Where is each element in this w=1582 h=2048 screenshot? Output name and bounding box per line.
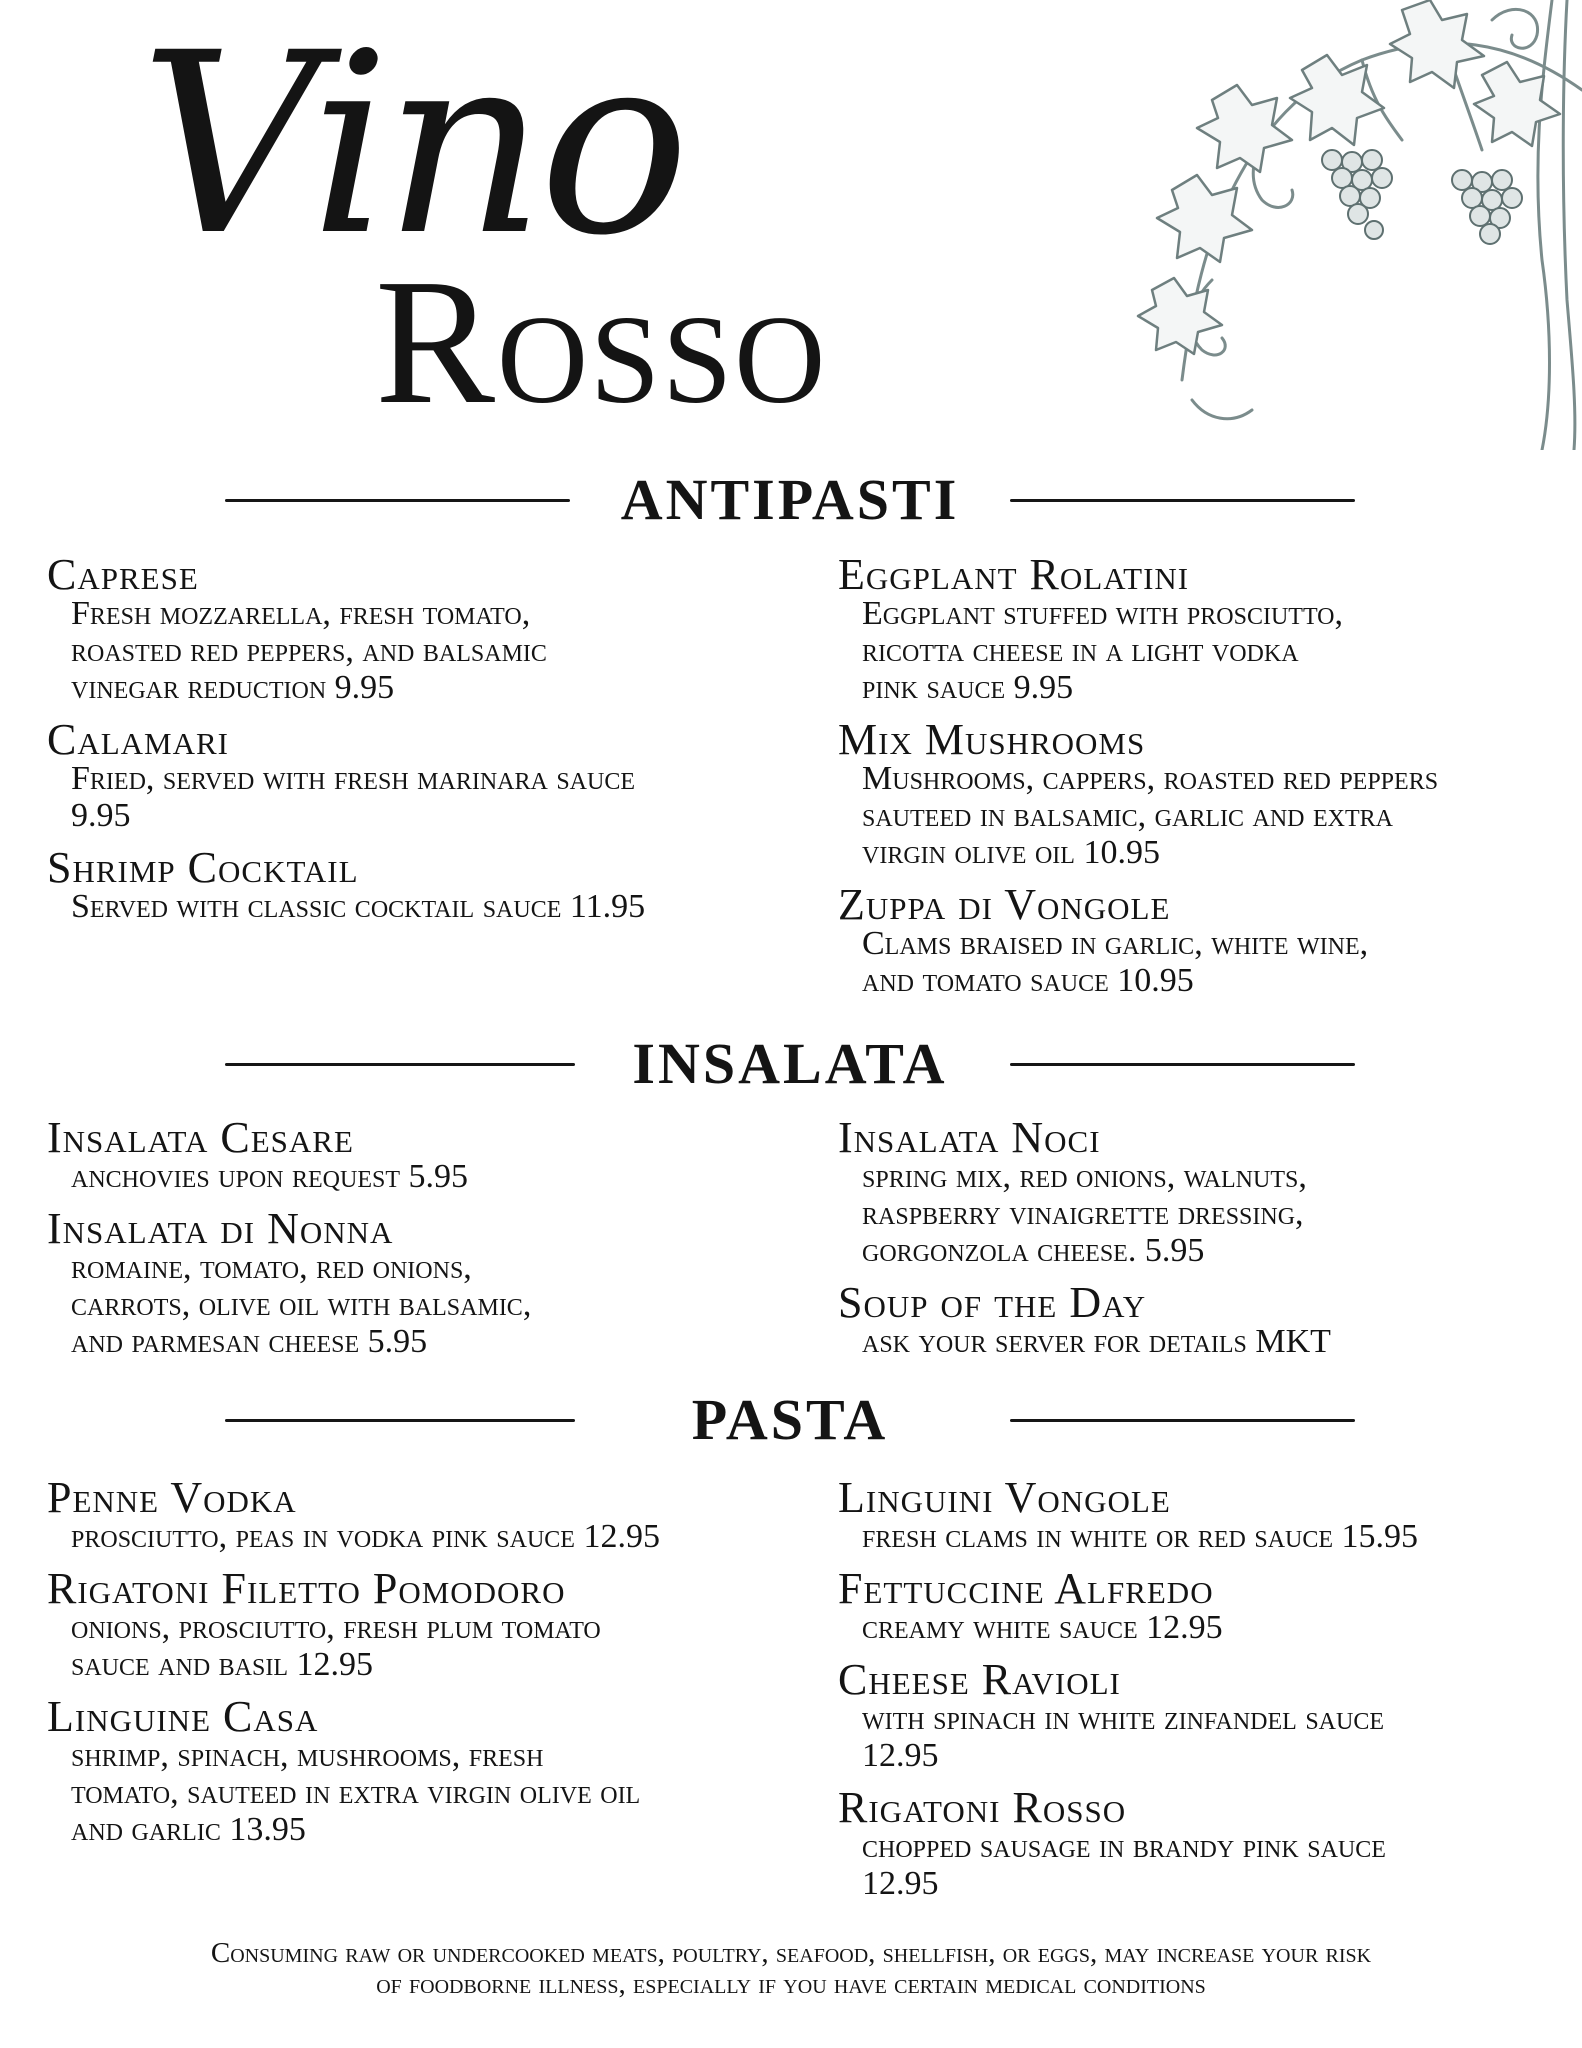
menu-item-name: Linguine Casa xyxy=(47,1692,319,1741)
menu-item xyxy=(838,1783,1578,1902)
menu-item xyxy=(838,715,1578,871)
menu-item xyxy=(838,1473,1578,1555)
pasta-left-column xyxy=(47,1473,787,1862)
menu-item-description: spring mix, red onions, walnuts, raspberry vinaigrette dressing, gorgonzola cheese. 5.95 xyxy=(862,1158,1307,1269)
menu-item xyxy=(47,715,787,834)
menu-item xyxy=(47,843,787,925)
menu-item-description: chopped sausage in brandy pink sauce 12.95 xyxy=(862,1828,1386,1902)
menu-item-description: Clams braised in garlic, white wine, and tomato sauce 10.95 xyxy=(862,925,1369,999)
menu-item-description: onions, prosciutto, fresh plum tomato sauce and basil 12.95 xyxy=(71,1609,601,1683)
health-disclaimer: Consuming raw or undercooked meats, poultry, seafood, shellfish, or eggs, may increase your risk of foodborne illness, especially if you have certain medical conditions xyxy=(210,1937,1372,2000)
menu-item xyxy=(47,1473,787,1555)
menu-item xyxy=(47,550,787,706)
menu-item-description: Fresh mozzarella, fresh tomato, roasted red peppers, and balsamic vinegar reduction 9.95 xyxy=(71,595,547,706)
menu-item-description: Served with classic cocktail sauce 11.95 xyxy=(71,888,646,925)
divider-rule xyxy=(1010,1063,1355,1066)
menu-item xyxy=(47,1564,787,1683)
menu-item-name: Caprese xyxy=(47,550,199,599)
menu-item xyxy=(47,1692,787,1848)
divider-rule xyxy=(1010,1419,1355,1422)
insalata-right-column xyxy=(838,1113,1578,1374)
menu-item-description: creamy white sauce 12.95 xyxy=(862,1609,1223,1646)
menu-item-description: anchovies upon request 5.95 xyxy=(71,1158,469,1195)
section-header-pasta xyxy=(225,1387,1355,1452)
section-title: ANTIPASTI xyxy=(620,467,960,532)
menu-item-name: Insalata Cesare xyxy=(47,1113,354,1162)
menu-item-description: ask your server for details MKT xyxy=(862,1323,1331,1360)
menu-item-description: fresh clams in white or red sauce 15.95 xyxy=(862,1518,1419,1555)
menu-item-description: shrimp, spinach, mushrooms, fresh tomato, sauteed in extra virgin olive oil and garlic 13.95 xyxy=(71,1737,641,1848)
menu-item-description: Mushrooms, cappers, roasted red peppers sauteed in balsamic, garlic and extra virgin olive oil 10.95 xyxy=(862,760,1439,871)
menu-item-description: with spinach in white zinfandel sauce 12.95 xyxy=(862,1700,1384,1774)
menu-item-name: Cheese Ravioli xyxy=(838,1655,1121,1704)
menu-item-description: prosciutto, peas in vodka pink sauce 12.95 xyxy=(71,1518,660,1555)
menu-item-name: Fettuccine Alfredo xyxy=(838,1564,1214,1613)
menu-item-name: Penne Vodka xyxy=(47,1473,297,1522)
logo xyxy=(140,0,980,441)
menu-item-name: Insalata Noci xyxy=(838,1113,1101,1162)
menu-item xyxy=(47,1204,787,1360)
menu-item xyxy=(838,1655,1578,1774)
menu-item-name: Zuppa di Vongole xyxy=(838,880,1171,929)
menu-item-name: Shrimp Cocktail xyxy=(47,843,359,892)
menu-item-name: Linguini Vongole xyxy=(838,1473,1171,1522)
section-header-insalata xyxy=(225,1031,1355,1096)
insalata-left-column xyxy=(47,1113,787,1374)
menu-item xyxy=(838,1278,1578,1360)
menu-item-name: Eggplant Rolatini xyxy=(838,550,1190,599)
antipasti-right-column xyxy=(838,550,1578,1013)
menu-item-name: Rigatoni Filetto Pomodoro xyxy=(47,1564,566,1613)
menu-item xyxy=(838,550,1578,706)
section-title: PASTA xyxy=(691,1387,889,1452)
antipasti-left-column xyxy=(47,550,787,939)
menu-item-description: Eggplant stuffed with prosciutto, ricotta cheese in a light vodka pink sauce 9.95 xyxy=(862,595,1344,706)
logo-word: Rosso xyxy=(375,242,828,441)
menu-item-name: Rigatoni Rosso xyxy=(838,1783,1127,1832)
menu-item-description: Fried, served with fresh marinara sauce 9.95 xyxy=(71,760,636,834)
menu-item-description: romaine, tomato, red onions, carrots, olive oil with balsamic, and parmesan cheese 5.95 xyxy=(71,1249,532,1360)
grapevine-illustration xyxy=(1112,0,1582,450)
menu-item xyxy=(838,1113,1578,1269)
menu-item xyxy=(838,880,1578,999)
menu-item-name: Mix Mushrooms xyxy=(838,715,1146,764)
divider-rule xyxy=(1010,499,1355,502)
pasta-right-column xyxy=(838,1473,1578,1916)
menu-item-name: Calamari xyxy=(47,715,230,764)
logo-script-word: Vino xyxy=(140,0,684,290)
menu-item xyxy=(47,1113,787,1195)
section-header-antipasti xyxy=(225,467,1355,532)
menu-item xyxy=(838,1564,1578,1646)
menu-item-name: Insalata di Nonna xyxy=(47,1204,394,1253)
section-title: INSALATA xyxy=(632,1031,948,1096)
menu-item-name: Soup of the Day xyxy=(838,1278,1147,1327)
